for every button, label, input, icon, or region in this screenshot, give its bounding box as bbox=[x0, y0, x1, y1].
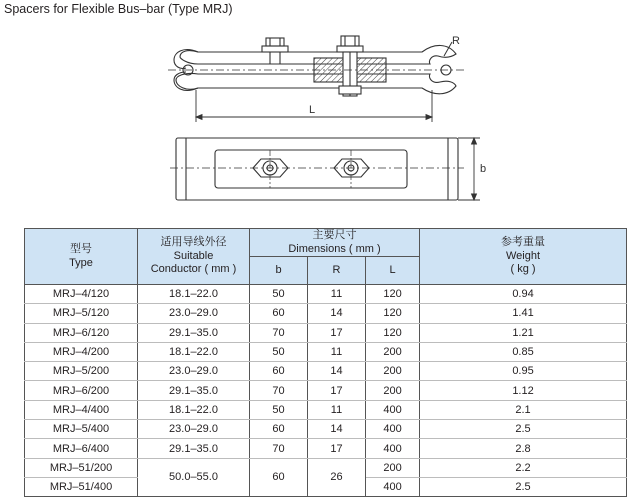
cell-type: MRJ–4/200 bbox=[25, 342, 138, 361]
cell-weight: 1.21 bbox=[420, 323, 627, 342]
cell-l: 120 bbox=[366, 285, 420, 304]
cell-conductor: 23.0–29.0 bbox=[138, 304, 250, 323]
cell-weight: 0.85 bbox=[420, 342, 627, 361]
top-view bbox=[170, 138, 464, 200]
cell-type: MRJ–51/400 bbox=[25, 477, 138, 496]
cell-type: MRJ–5/120 bbox=[25, 304, 138, 323]
cell-b: 50 bbox=[250, 400, 308, 419]
cell-r: 11 bbox=[308, 285, 366, 304]
cell-type: MRJ–4/400 bbox=[25, 400, 138, 419]
label-l: L bbox=[309, 104, 316, 116]
cell-l: 120 bbox=[366, 304, 420, 323]
cell-conductor: 18.1–22.0 bbox=[138, 285, 250, 304]
table-row bbox=[25, 439, 627, 458]
table-row bbox=[25, 458, 627, 477]
cell-conductor: 18.1–22.0 bbox=[138, 400, 250, 419]
table-row bbox=[25, 342, 627, 361]
cell-l: 200 bbox=[366, 362, 420, 381]
cell-conductor: 29.1–35.0 bbox=[138, 381, 250, 400]
table-row bbox=[25, 420, 627, 439]
cell-b: 70 bbox=[250, 381, 308, 400]
header-type: 型号 Type bbox=[25, 229, 138, 285]
cell-r: 17 bbox=[308, 439, 366, 458]
cell-b: 50 bbox=[250, 285, 308, 304]
cell-weight: 0.94 bbox=[420, 285, 627, 304]
cell-b: 70 bbox=[250, 439, 308, 458]
header-conductor: 适用导线外径 Suitable Conductor ( mm ) bbox=[138, 229, 250, 285]
label-r: R bbox=[452, 35, 460, 47]
cell-r: 14 bbox=[308, 420, 366, 439]
cell-conductor: 29.1–35.0 bbox=[138, 439, 250, 458]
cell-r: 17 bbox=[308, 323, 366, 342]
cell-type: MRJ–4/120 bbox=[25, 285, 138, 304]
technical-drawing bbox=[0, 0, 644, 228]
cell-weight: 2.5 bbox=[420, 477, 627, 496]
cell-type: MRJ–5/400 bbox=[25, 420, 138, 439]
label-b: b bbox=[480, 163, 487, 175]
cell-weight: 2.2 bbox=[420, 458, 627, 477]
side-view bbox=[168, 36, 466, 96]
table-row bbox=[25, 362, 627, 381]
cell-r: 11 bbox=[308, 400, 366, 419]
cell-l: 400 bbox=[366, 420, 420, 439]
cell-weight: 1.12 bbox=[420, 381, 627, 400]
table-row bbox=[25, 381, 627, 400]
cell-b: 50 bbox=[250, 342, 308, 361]
cell-b: 60 bbox=[250, 362, 308, 381]
header-b: b bbox=[250, 257, 308, 285]
dimension-b bbox=[458, 138, 480, 200]
cell-conductor: 50.0–55.0 bbox=[138, 458, 250, 497]
header-weight: 参考重量 Weight ( kg ) bbox=[420, 229, 627, 285]
cell-type: MRJ–6/120 bbox=[25, 323, 138, 342]
spec-table bbox=[24, 228, 627, 497]
cell-type: MRJ–6/400 bbox=[25, 439, 138, 458]
table-row bbox=[25, 285, 627, 304]
cell-conductor: 23.0–29.0 bbox=[138, 420, 250, 439]
cell-b: 70 bbox=[250, 323, 308, 342]
cell-weight: 2.8 bbox=[420, 439, 627, 458]
cell-r: 14 bbox=[308, 362, 366, 381]
table-row bbox=[25, 304, 627, 323]
cell-r: 14 bbox=[308, 304, 366, 323]
header-dimensions: 主要尺寸 Dimensions ( mm ) bbox=[250, 229, 420, 257]
cell-l: 120 bbox=[366, 323, 420, 342]
table-row bbox=[25, 323, 627, 342]
cell-l: 400 bbox=[366, 477, 420, 496]
cell-r: 17 bbox=[308, 381, 366, 400]
cell-type: MRJ–6/200 bbox=[25, 381, 138, 400]
cell-weight: 2.5 bbox=[420, 420, 627, 439]
cell-l: 200 bbox=[366, 381, 420, 400]
cell-type: MRJ–5/200 bbox=[25, 362, 138, 381]
cell-conductor: 23.0–29.0 bbox=[138, 362, 250, 381]
cell-r: 11 bbox=[308, 342, 366, 361]
cell-conductor: 18.1–22.0 bbox=[138, 342, 250, 361]
cell-weight: 0.95 bbox=[420, 362, 627, 381]
cell-r: 26 bbox=[308, 458, 366, 497]
cell-b: 60 bbox=[250, 304, 308, 323]
header-l: L bbox=[366, 257, 420, 285]
header-r: R bbox=[308, 257, 366, 285]
cell-weight: 2.1 bbox=[420, 400, 627, 419]
table-row bbox=[25, 400, 627, 419]
cell-l: 200 bbox=[366, 342, 420, 361]
page-title: Spacers for Flexible Bus–bar (Type MRJ) bbox=[4, 2, 233, 16]
cell-weight: 1.41 bbox=[420, 304, 627, 323]
cell-l: 400 bbox=[366, 439, 420, 458]
cell-b: 60 bbox=[250, 458, 308, 497]
cell-type: MRJ–51/200 bbox=[25, 458, 138, 477]
cell-l: 200 bbox=[366, 458, 420, 477]
cell-b: 60 bbox=[250, 420, 308, 439]
cell-conductor: 29.1–35.0 bbox=[138, 323, 250, 342]
cell-l: 400 bbox=[366, 400, 420, 419]
